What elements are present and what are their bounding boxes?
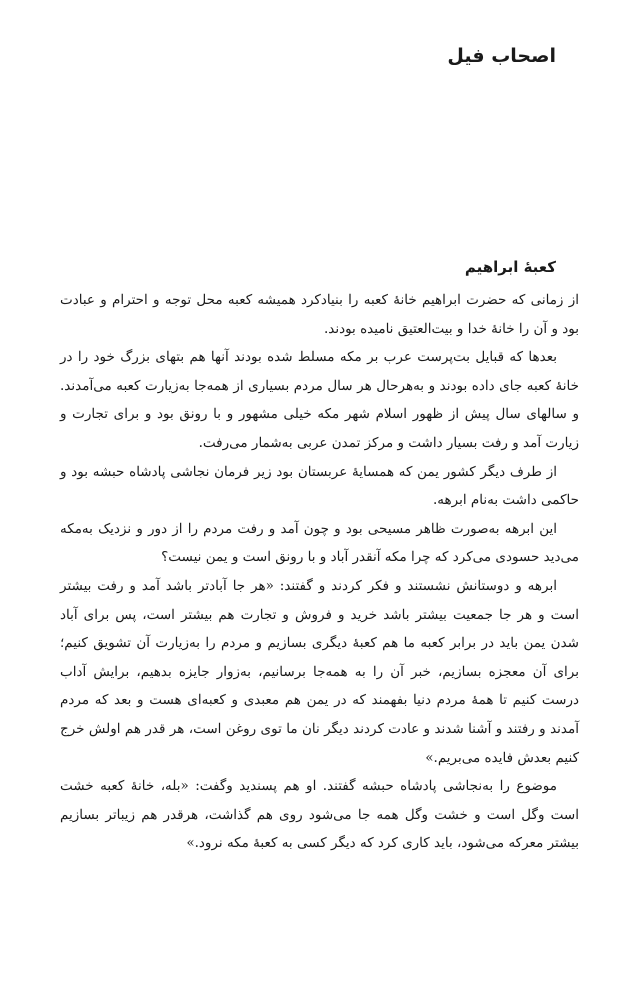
body-text (60, 286, 579, 858)
section-title: کعبۀ ابراهیم (464, 258, 556, 276)
paragraph: از طرف دیگر کشور یمن که همسایۀ عربستان بود زیر فرمان نجاشی پادشاه حبشه بود و حاکمی داشت به‌نام ابرهه. (60, 463, 579, 509)
paragraph: بعدها که قبایل بت‌پرست عرب بر مکه مسلط شده بودند آنها هم بتهای بزرگ خود را در خانۀ کعبه جای داده بودند و به‌هرحال هر سال مردم بسیاری از همه‌جا به‌زیارت کعبه می‌آمدند. و سالهای سال پیش از ظهور اسلام شهر مکه خیلی مشهور و با رونق بود و برای تجارت و زیارت آمد و رفت بسیار داشت و مرکز تمدن عربی به‌شمار می‌رفت. (60, 349, 579, 451)
paragraph: موضوع را به‌نجاشی پادشاه حبشه گفتند. او هم پسندید وگفت: «بله، خانۀ کعبه خشت است وگل است و خشت وگل همه جا می‌شود روی هم گذاشت، هرقدر هم زیباتر بسازیم بیشتر معرکه می‌شود، باید کاری کرد که دیگر کسی به کعبۀ مکه نرود.» (60, 778, 579, 852)
paragraph: از زمانی که حضرت ابراهیم خانۀ کعبه را بنیادکرد همیشه کعبه محل توجه و احترام و عبادت بود و آن را خانۀ خدا و بیت‌العتیق نامیده بودند. (60, 292, 579, 337)
paragraph: این ابرهه به‌صورت ظاهر مسیحی بود و چون آمد و رفت مردم را از دور و نزدیک به‌مکه می‌دید حسودی می‌کرد که چرا مکه آنقدر آباد و با رونق است و یمن نیست؟ (60, 520, 579, 566)
chapter-title: اصحاب فیل (447, 45, 556, 67)
paragraph: ابرهه و دوستانش نشستند و فکر کردند و گفتند: «هر جا آبادتر باشد آمد و رفت بیشتر است و هر جا جمعیت بیشتر باشد خرید و فروش و تجارت هم بیشتر است، پس برای آباد شدن یمن باید در برابر کعبه ما هم کعبۀ دیگری بسازیم و مردم را به‌زیارت آن تشویق کنیم؛ برای آن معجزه بسازیم، خبر آن را به همه‌جا برسانیم، به‌زوار جایزه بدهیم، برایش آداب درست کنیم تا همۀ مردم دنیا بفهمند که در یمن هم معبدی و کعبه‌ای هست و بعد که مردم آمدند و رفتند و آشنا شدند و عادت کردند دیگر نان ما توی روغن است، هر قدر هم اولش خرج کنیم بعدش فایده می‌بریم.» (60, 577, 579, 766)
